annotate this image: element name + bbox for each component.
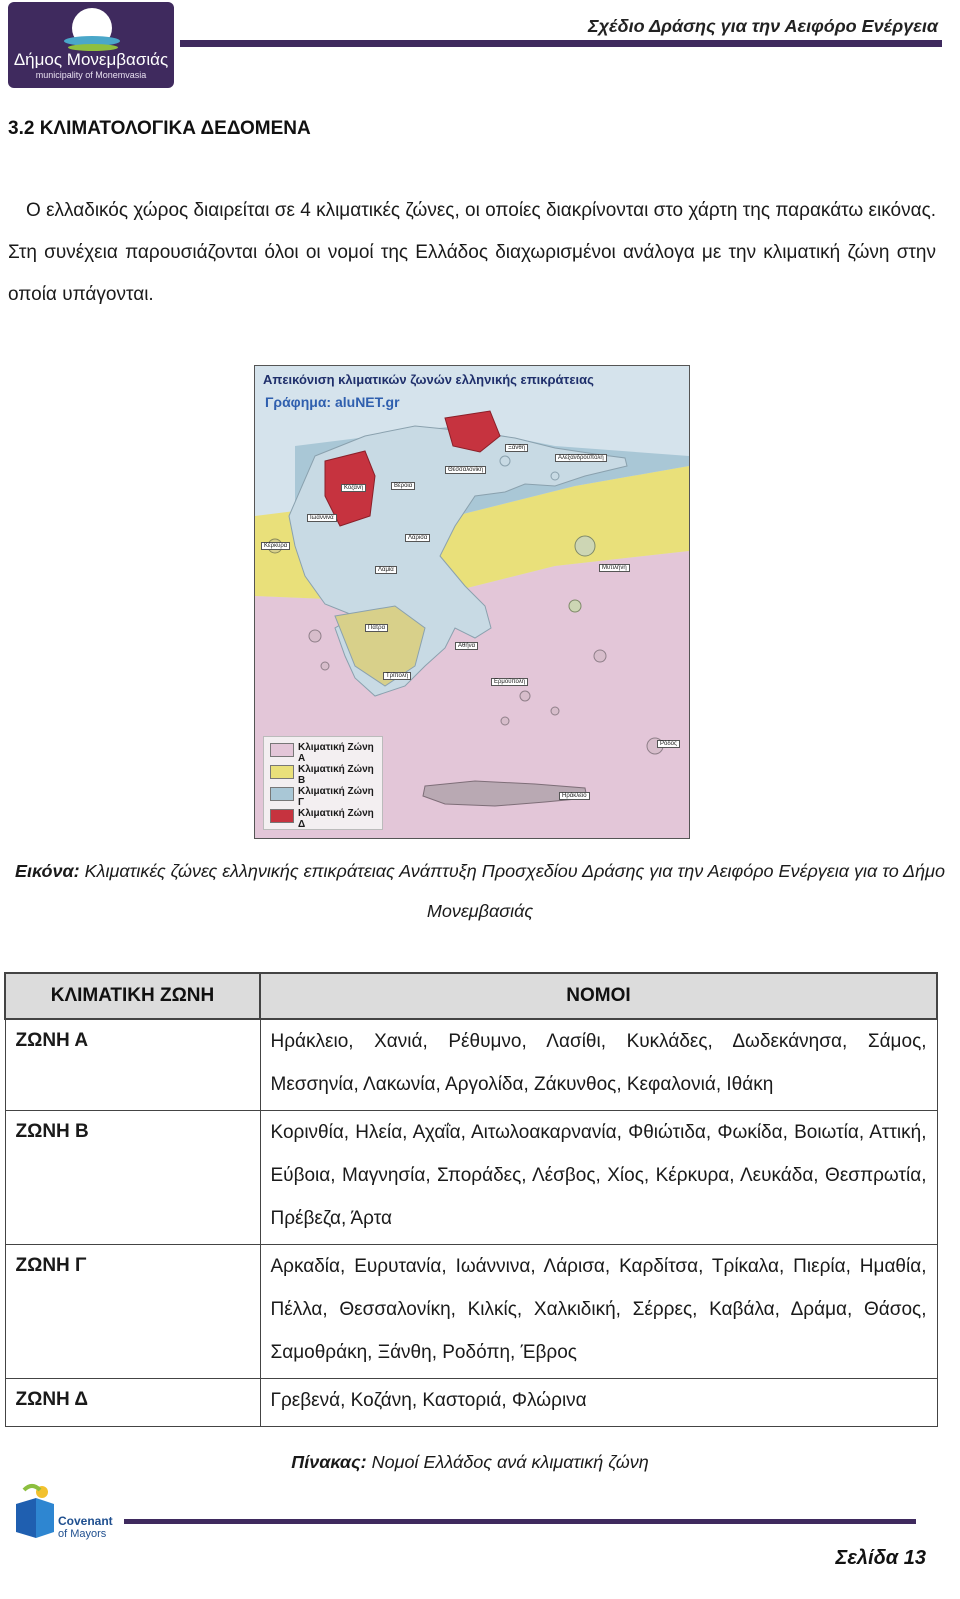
covenant-of-mayors-logo (12, 1480, 122, 1542)
table-row (5, 1245, 937, 1379)
covenant-logo-line1: Covenant (58, 1514, 113, 1528)
city-label: Λάρισα (405, 534, 430, 542)
map-source: Γράφημα: aluNET.gr (265, 394, 400, 410)
figure-caption-label: Εικόνα: (15, 861, 80, 881)
covenant-logo-line2: of Mayors (58, 1528, 107, 1540)
city-label: Μυτιλήνη (599, 564, 630, 572)
legend-label-zone-d: Κλιματική Ζώνη Δ (298, 808, 374, 830)
section-title: 3.2 ΚΛΙΜΑΤΟΛΟΓΙΚΑ ΔΕΔΟΜΕΝΑ (8, 118, 311, 139)
page-number: Σελίδα 13 (835, 1547, 926, 1569)
city-label: Πάτρα (365, 624, 388, 632)
map-title: Απεικόνιση κλιματικών ζωνών ελληνικής επικράτειας (263, 372, 594, 387)
figure-caption (0, 851, 960, 931)
city-label: Ρόδος (657, 740, 680, 748)
city-label: Ξάνθη (505, 444, 528, 452)
column-header-prefectures: ΝΟΜΟΙ (260, 973, 937, 1019)
legend-label-zone-b: Κλιματική Ζώνη Β (298, 764, 374, 786)
table-row (5, 1019, 937, 1111)
figure-caption-text: Κλιματικές ζώνες ελληνικής επικράτειας Ανάπτυξη Προσχεδίου Δράσης για την Αειφόρο Ενέργεια για το Δήμο Μονεμβασιάς (79, 861, 945, 921)
zakynthos-island (321, 662, 329, 670)
cyclades-island (551, 707, 559, 715)
cyclades-island (501, 717, 509, 725)
table-row (5, 1111, 937, 1245)
city-label: Κέρκυρα (261, 542, 290, 550)
legend-swatch-zone-c (270, 787, 294, 801)
zone-cell: ΖΩΝΗ Γ (5, 1245, 260, 1379)
lesvos-island (575, 536, 595, 556)
zone-cell: ΖΩΝΗ Β (5, 1111, 260, 1245)
city-label: Αλεξανδρούπολη (555, 454, 607, 462)
city-label: Ιωάννινα (307, 514, 337, 522)
table-caption (0, 1452, 940, 1473)
document-title: Σχέδιο Δράσης για την Αειφόρο Ενέργεια (588, 16, 938, 36)
city-label: Λαμία (375, 566, 397, 574)
header-rule (180, 40, 942, 47)
prefectures-cell: Γρεβενά, Κοζάνη, Καστοριά, Φλώρινα (260, 1379, 937, 1427)
logo-title: Δήμος Μονεμβασιάς (13, 50, 169, 69)
legend-label-zone-c: Κλιματική Ζώνη Γ (298, 786, 374, 808)
map-legend (263, 736, 383, 830)
city-label: Ηράκλειο (559, 792, 590, 800)
samos-island (594, 650, 606, 662)
climate-zones-map (254, 365, 690, 839)
table-caption-label: Πίνακας: (291, 1452, 367, 1472)
zone-cell: ΖΩΝΗ Α (5, 1019, 260, 1111)
kefalonia-island (309, 630, 321, 642)
table-row (5, 1379, 937, 1427)
zone-cell: ΖΩΝΗ Δ (5, 1379, 260, 1427)
city-label: Αθήνα (455, 642, 478, 650)
prefectures-cell: Αρκαδία, Ευρυτανία, Ιωάννινα, Λάρισα, Καρδίτσα, Τρίκαλα, Πιερία, Ημαθία, Πέλλα, Θεσσαλονίκη, Κιλκίς, Χαλκιδική, Σέρρες, Καβάλα, Δράμα, Θάσος, Σαμοθράκη, Ξάνθη, Ροδόπη, Έβρος (260, 1245, 937, 1379)
city-label: Κοζάνη (341, 484, 366, 492)
prefectures-cell: Ηράκλειο, Χανιά, Ρέθυμνο, Λασίθι, Κυκλάδες, Δωδεκάνησα, Σάμος, Μεσσηνία, Λακωνία, Αργολίδα, Ζάκυνθος, Κεφαλονιά, Ιθάκη (260, 1019, 937, 1111)
city-label: Τρίπολη (383, 672, 411, 680)
covenant-logo-icon (12, 1482, 58, 1540)
city-label: Ερμούπολη (491, 678, 528, 686)
table-caption-text: Νομοί Ελλάδος ανά κλιματική ζώνη (366, 1452, 649, 1472)
cyclades-island (520, 691, 530, 701)
legend-swatch-zone-d (270, 809, 294, 823)
legend-swatch-zone-a (270, 743, 294, 757)
legend-swatch-zone-b (270, 765, 294, 779)
climate-zones-table (4, 972, 938, 1427)
chios-island (569, 600, 581, 612)
municipality-logo (8, 2, 174, 88)
samothraki-island (551, 472, 559, 480)
footer-rule (124, 1519, 916, 1524)
city-label: Βέροια (391, 482, 415, 490)
prefectures-cell: Κορινθία, Ηλεία, Αχαΐα, Αιτωλοακαρνανία, Φθιώτιδα, Φωκίδα, Βοιωτία, Αττική, Εύβοια, Μαγνησία, Σποράδες, Λέσβος, Χίος, Κέρκυρα, Λευκάδα, Θεσπρωτία, Πρέβεζα, Άρτα (260, 1111, 937, 1245)
table-header-row (5, 973, 937, 1019)
logo-subtitle: municipality of Monemvasia (35, 70, 147, 80)
thasos-island (500, 456, 510, 466)
intro-paragraph: Ο ελλαδικός χώρος διαιρείται σε 4 κλιματικές ζώνες, οι οποίες διακρίνονται στο χάρτη της παρακάτω εικόνας. Στη συνέχεια παρουσιάζονται όλοι οι νομοί της Ελλάδος διαχωρισμένοι ανάλογα με την κλιματική ζώνη στην οποία υπάγονται. (8, 200, 936, 305)
column-header-zone: ΚΛΙΜΑΤΙΚΗ ΖΩΝΗ (5, 973, 260, 1019)
city-label: Θεσσαλονίκη (445, 466, 486, 474)
legend-label-zone-a: Κλιματική Ζώνη Α (298, 742, 374, 764)
